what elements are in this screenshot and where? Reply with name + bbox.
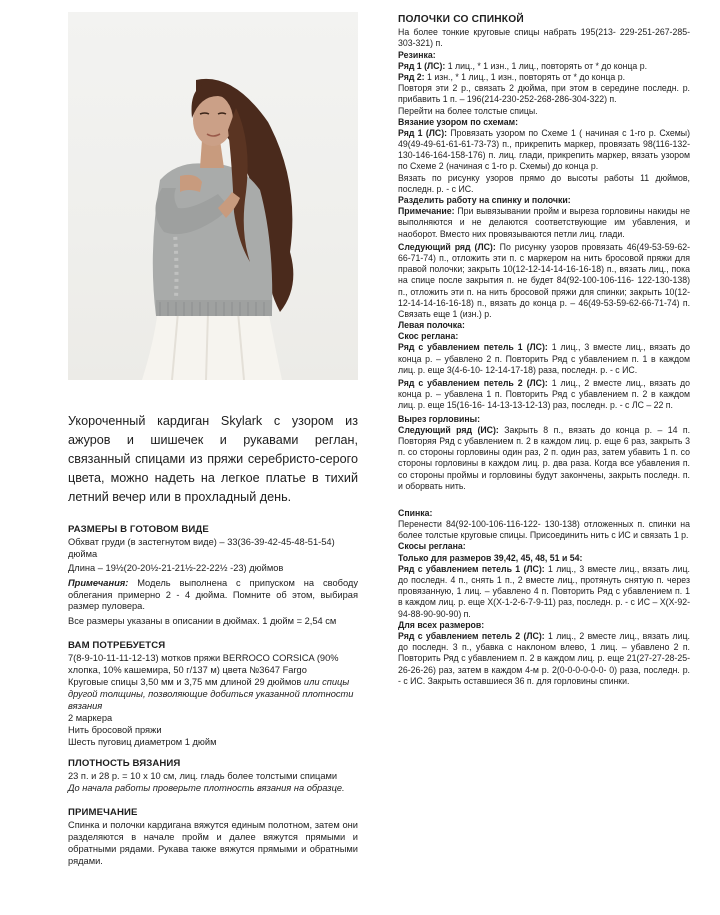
split-note: [398, 206, 690, 240]
left-dec-row-1-text: 1 лиц., 3 вместе лиц., вязать до конца р. – убавлено 2 п. Повторить Ряд с убавлением п. 1 в каждом лиц. р. еще 3(4-6-10- 12-14-17-18) раза, последн. р. - с ИС.: [398, 342, 690, 375]
woman-in-cardigan-illustration: [68, 12, 358, 380]
neck-row-label: Следующий ряд (ИС):: [398, 424, 499, 435]
back-raglan-heading: Скосы реглана:: [398, 541, 466, 552]
back-dec-row-1-text: 1 лиц., 3 вместе лиц., вязать лиц. до последн. 4 п., снять 1 п., 2 вместе лиц., протянуть снятую п. через провязанную, 1 лиц. – убавлено 4 п. Повторить Ряд с убавлением п. 1 в каждом лиц. р. еще Х(Х-1-2-6-7-9-11) раз, последн. р. - с ИС – Х(Х-92- 94-88-90-90-90) п.: [398, 563, 690, 619]
rib-row-1-label: Ряд 1 (ЛС):: [398, 60, 446, 71]
gauge-heading: ПЛОТНОСТЬ ВЯЗАНИЯ: [68, 758, 181, 770]
back-dec-row-1-label: Ряд с убавлением петель 1 (ЛС):: [398, 563, 545, 574]
pattern-repeat: Вязать по рисунку узоров прямо до высоты работы 11 дюймов, последн. р. - с ИС.: [398, 172, 690, 194]
materials-heading: ВАМ ПОТРЕБУЕТСЯ: [68, 640, 166, 652]
back-text: Перенести 84(92-100-106-116-122- 130-138) отложенных п. спинки на более толстые круговые спицы. Присоединить нить с ИС и связать 1 р.: [398, 519, 690, 541]
back-heading: Спинка:: [398, 507, 433, 518]
rib-repeat: Повторя эти 2 р., связать 2 дюйма, при этом в середине последн. р. прибавить 1 п. – 196(214-230-252-268-286-304-322) п.: [398, 83, 690, 105]
rib-row-1-text: 1 лиц., * 1 изн., 1 лиц., повторять от * до конца р.: [445, 60, 648, 71]
back-dec-row-2-label: Ряд с убавлением петель 2 (ЛС):: [398, 630, 545, 641]
gauge-note: До начала работы проверьте плотность вязания на образце.: [68, 783, 345, 794]
sizes-note: [68, 578, 358, 614]
rib-row-2-text: 1 изн., * 1 лиц., 1 изн., повторять от * до конца р.: [424, 71, 626, 82]
switch-needles: Перейти на более толстые спицы.: [398, 105, 538, 116]
model-photo: [68, 12, 358, 380]
sizes-heading: РАЗМЕРЫ В ГОТОВОМ ВИДЕ: [68, 524, 209, 535]
left-dec-row-2: [398, 378, 690, 412]
materials-section: [68, 640, 358, 748]
back-dec-row-1: [398, 564, 690, 620]
split-next-row-text: По рисунку узоров провязать 46(49-53-59-62-66-71-74) п., отложить эти п. с маркером на нить бросовой пряжи для правой полочки; закрыть 10(12-12-14-14-16-16-18) п., вязать лиц., пока на спице после закрытия п. не будет 84(92-100-106-116- 122-130-138) п., отложить эти п. на нить бросовой пряжи для спинки; закрыть 10(12-12-14-14-16-16-18) п., вязать до конца р. – 46(49-53-59-62-66-71-74) п. Связать еще 1 (изн.) р.: [398, 241, 690, 319]
left-dec-row-2-text: 1 лиц., 2 вместе лиц., вязать до конца р. – убавлена 1 п. Повторить Ряд с убавлением п. 2 в каждом лиц. р. еще 15(16-16- 14-13-13-12-13) раз, последн. р. - с ЛС – 22 п.: [398, 378, 690, 411]
materials-needles: [68, 677, 358, 713]
sizes-note-text: Модель выполнена с припуском на свободу облегания примерно 2 - 4 дюйма. Помните об этом, выбирая размер пуловера.: [68, 577, 358, 612]
pattern-row-1-text: Провязать узором по Схеме 1 ( начиная с 1-го р. Схемы) 49(49-49-61-61-61-73-73) п., прикрепить маркер, провязать 98(116-132-130-146-164-158-176) п. лиц. глади, прикрепить маркер, вязать узором по Схеме 2 (начиная с 1-го р. Схемы) до конца р.: [398, 127, 690, 172]
split-heading: Разделить работу на спинку и полочки:: [398, 195, 571, 205]
left-column: [68, 412, 358, 868]
pattern-row-1: [398, 128, 690, 173]
rib-row-1: [398, 61, 690, 72]
pattern-heading: Вязание узором по схемам:: [398, 116, 519, 127]
pattern-row-1-label: Ряд 1 (ЛС):: [398, 127, 448, 138]
rib-row-2: [398, 72, 690, 83]
split-note-text: При вывязывании пройм и выреза горловины накиды не выполняются и не делаются соответствующие им убавления, и наоборот. Вместо них провязываются петли лиц. глади.: [398, 206, 690, 239]
materials-waste-yarn: Нить бросовой пряжи: [68, 724, 162, 735]
neck-heading: Вырез горловины:: [398, 413, 481, 424]
needles-alt-text: или спицы другой толщины, позволяющие добиться указанной плотности вязания: [68, 676, 354, 711]
left-dec-row-2-label: Ряд с убавлением петель 2 (ЛС):: [398, 378, 548, 388]
gauge-text: 23 п. и 28 р. = 10 х 10 см, лиц. гладь более толстыми спицами: [68, 771, 338, 782]
sizes-chest: Обхват груди (в застегнутом виде) – 33(36-39-42-45-48-51-54) дюйма: [68, 536, 335, 559]
raglan-heading: Скос реглана:: [398, 331, 459, 342]
left-dec-row-1-label: Ряд с убавлением петель 1 (ЛС):: [398, 342, 548, 353]
neck-row-text: Закрыть 8 п., вязать до конца р. – 14 п. Повторяя Ряд с убавлением п. 2 в каждом лиц. р. еще 6 раз, закрыть 3 п. со стороны горловины один раз, 2 п. один раз, затем убавить 1 п. со стороны горловины в каждом лиц. р. два раза. Когда все убавления п. со стороны проймы и горловины будут закончены, закрыть последн. п. и оборвать нить.: [398, 424, 691, 491]
sizes-note-label: Примечания:: [68, 577, 129, 588]
left-dec-row-1: [398, 342, 690, 376]
materials-yarn: 7(8-9-10-11-11-12-13) мотков пряжи BERROCO CORSICA (90% хлопка, 10% кашемира, 50 г/137 м) цвета №3647 Fargo: [68, 653, 339, 676]
sizes-section: [68, 524, 358, 628]
remark-section: [68, 807, 358, 868]
sizes-units: Все размеры указаны в описании в дюймах. 1 дюйм = 2,54 см: [68, 616, 337, 627]
gauge-section: [68, 758, 358, 795]
intro-text: Укороченный кардиган Skylark с узором из ажуров и шишечек и рукавами реглан, связанный спицами из пряжи серебристо-серого цвета, можно надеть на легкое платье в тихий летний вечер или в прохладный день.: [68, 414, 358, 504]
sizes-length: Длина – 19½(20-20½-21-21½-22-22½ -23) дюймов: [68, 562, 284, 573]
remark-text: Спинка и полочки кардигана вяжутся единым полотном, затем они разделяются в начале пройм и далее вяжутся прямыми и обратными рядами. Рукава также вяжутся прямыми и обратными рядами.: [68, 820, 358, 866]
split-note-label: Примечание:: [398, 206, 455, 217]
split-next-row: [398, 242, 690, 320]
back-dec-row-2: [398, 631, 690, 687]
left-front-heading: Левая полочка:: [398, 320, 465, 331]
split-next-row-label: Следующий ряд (ЛС):: [398, 241, 496, 252]
all-sizes-heading: Для всех размеров:: [398, 619, 485, 630]
sizes-only-heading: Только для размеров 39,42, 45, 48, 51 и 54:: [398, 552, 583, 563]
right-heading: ПОЛОЧКИ СО СПИНКОЙ: [398, 14, 524, 25]
rib-row-2-label: Ряд 2:: [398, 71, 425, 82]
right-column: [398, 14, 690, 687]
needles-text: Круговые спицы 3,50 мм и 3,75 мм длиной 29 дюймов: [68, 676, 304, 687]
cast-on-text: На более тонкие круговые спицы набрать 195(213- 229-251-267-285-303-321) п.: [398, 27, 690, 49]
neck-row: [398, 425, 690, 492]
remark-heading: ПРИМЕЧАНИЕ: [68, 807, 138, 819]
materials-markers: 2 маркера: [68, 712, 113, 723]
back-dec-row-2-text: 1 лиц., 2 вместе лиц., вязать лиц. до последн. 3 п., убавка с наклоном влево, 1 лиц. – убавлено 2 п. Повторить Ряд с убавлением п. 2 в каждом лиц. р. еще 21(27-27-28-25-26-26-26) раз, затем в каждом 4-м р. 2(0-0-0-0-0-0- 0) раза, последн. р. - с ИС. Закрыть оставшиеся 36 п. для горловины спинки.: [398, 630, 690, 686]
rib-heading: Резинка:: [398, 49, 436, 60]
materials-buttons: Шесть пуговиц диаметром 1 дюйм: [68, 736, 217, 747]
